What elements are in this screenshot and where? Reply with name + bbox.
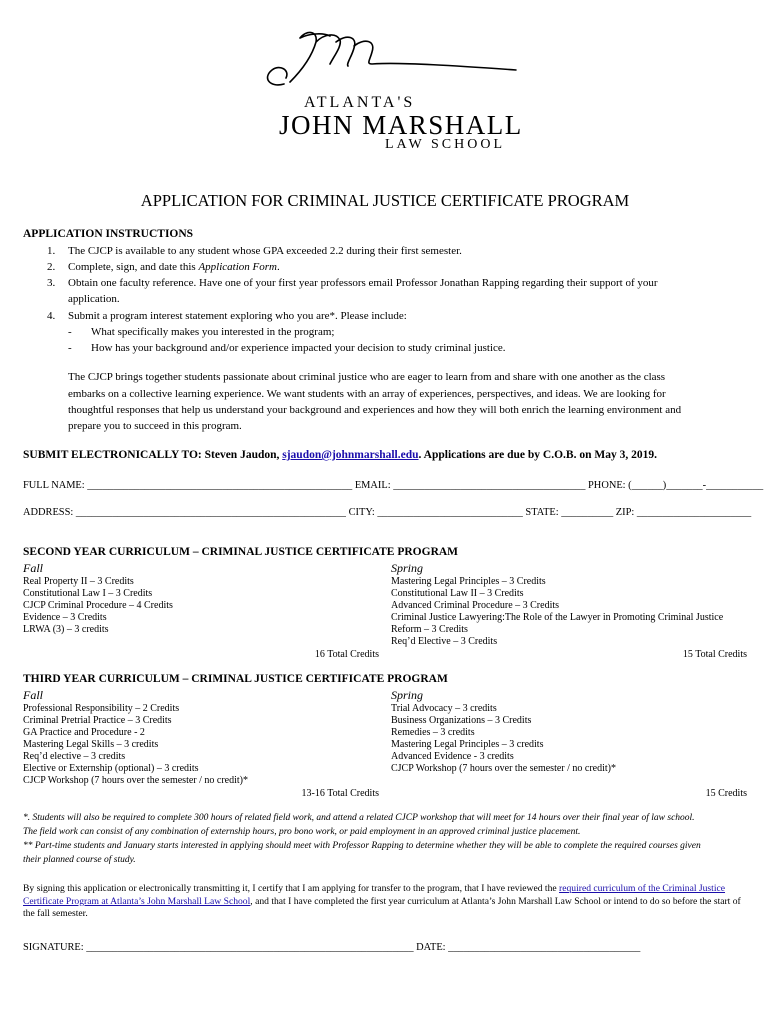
logo-line-law-school: LAW SCHOOL [385,137,506,152]
bullet-dash: - [68,342,72,354]
jm-monogram-icon [260,26,530,96]
second-year-spring-total: 15 Total Credits [682,649,747,660]
third-year-fall-course: Mastering Legal Skills – 3 credits [23,739,159,750]
item-3-text-line1: Obtain one faculty reference. Have one of your first year professors email Professor Jonathan Rapping regarding their support of your [68,277,658,289]
second-year-fall-course: LRWA (3) – 3 credits [23,624,109,635]
second-year-fall-label: Fall [23,561,43,575]
second-year-spring-course: Criminal Justice Lawyering:The Role of the Lawyer in Promoting Criminal Justice [391,612,724,623]
second-year-heading: SECOND YEAR CURRICULUM – CRIMINAL JUSTICE CERTIFICATE PROGRAM [23,546,459,558]
second-year-spring-course: Req’d Elective – 3 Credits [391,636,498,647]
second-year-fall-course: Constitutional Law I – 3 Credits [23,588,153,599]
intro-paragraph-line1: The CJCP brings together students passionate about criminal justice who are eager to learn from and share with one another as the class [68,371,666,383]
intro-paragraph-line4: prepare you to succeed in this program. [68,420,242,432]
item-3-number: 3. [47,277,56,289]
second-year-spring-course: Mastering Legal Principles – 3 Credits [391,576,546,587]
page-title: APPLICATION FOR CRIMINAL JUSTICE CERTIFICATE PROGRAM [140,191,630,210]
item-2-text: Complete, sign, and date this Application Form. [68,261,280,273]
bullet-2-text: How has your background and/or experience impacted your decision to study criminal justice. [91,342,506,354]
third-year-fall-course: GA Practice and Procedure - 2 [23,727,145,738]
third-year-heading: THIRD YEAR CURRICULUM – CRIMINAL JUSTICE CERTIFICATE PROGRAM [23,673,448,685]
third-year-fall-course: CJCP Workshop (7 hours over the semester / no credit)* [23,775,248,786]
item-1-number: 1. [47,245,56,257]
third-year-fall-course: Professional Responsibility – 2 Credits [23,703,180,714]
application-form-ref: Application Form [198,261,277,273]
item-1-text: The CJCP is available to any student whose GPA exceeded 2.2 during their first semester. [68,245,462,257]
third-year-fall-label: Fall [23,688,43,702]
note-line3: ** Part-time students and January starts interested in applying should meet with Professor Rapping to determine whether they will be able to complete the required courses given [23,841,701,851]
third-year-spring-course: Advanced Evidence - 3 credits [391,751,514,762]
item-4-text: Submit a program interest statement exploring who you are*. Please include: [68,310,407,322]
submit-email-link[interactable]: sjaudon@johnmarshall.edu [282,449,419,461]
third-year-spring-course: Trial Advocacy – 3 credits [391,703,497,714]
second-year-fall-total: 16 Total Credits [314,649,379,660]
intro-paragraph-line3: thoughtful responses that help us understand your background and experiences and how they will both enrich the learning environment and [68,404,682,416]
required-curriculum-link[interactable]: required curriculum of the Criminal Justice Certificate Program at Atlanta’s John Marshall Law School [23,883,726,907]
form-fields-name-email-phone[interactable]: FULL NAME: ___________________________________________________ EMAIL: _____________________________________ PHONE: (______)_______-___________ [23,480,764,491]
third-year-fall-course: Criminal Pretrial Practice – 3 Credits [23,715,172,726]
certification-statement: By signing this application or electronically transmitting it, I certify that I am applying for transfer to the program, that I have reviewed the required curriculum of the Criminal Justice Certificate Program at Atlanta’s John Marshall Law School, and that I have completed the first year curriculum at Atlanta’s John Marshall Law School or intend to do so before the start of the fall semester. [23,883,741,919]
item-4-number: 4. [47,310,56,322]
submit-instructions: SUBMIT ELECTRONICALLY TO: Steven Jaudon, sjaudon@johnmarshall.edu. Applications are due by C.O.B. on May 3, 2019. [23,449,657,461]
note-line2: The field work can consist of any combination of externship hours, pro bono work, or paid employment in an approved criminal justice placement. [23,827,581,837]
item-2-number: 2. [47,261,56,273]
form-fields-address[interactable]: ADDRESS: ____________________________________________________ CITY: ____________________________ STATE: __________ ZIP: ______________________ [23,507,752,518]
instructions-heading: APPLICATION INSTRUCTIONS [23,228,194,240]
third-year-spring-course: Mastering Legal Principles – 3 credits [391,739,544,750]
second-year-spring-label: Spring [391,561,424,575]
second-year-fall-course: Evidence – 3 Credits [23,612,107,623]
logo-line-atlantas: ATLANTA'S [304,94,416,111]
law-school-logo [260,26,530,156]
third-year-spring-course: Business Organizations – 3 Credits [391,715,532,726]
signature-date-line[interactable]: SIGNATURE: _______________________________________________________________ DATE: _____________________________________ [23,942,641,953]
note-line1: *. Students will also be required to complete 300 hours of related field work, and attend a related CJCP workshop that will meet for 14 hours over their final year of law school. [23,813,695,823]
bullet-1-text: What specifically makes you interested in the program; [91,326,335,338]
third-year-spring-total: 15 Credits [705,788,747,799]
second-year-spring-course: Constitutional Law II – 3 Credits [391,588,524,599]
second-year-fall-course: CJCP Criminal Procedure – 4 Credits [23,600,173,611]
logo-line-john-marshall: JOHN MARSHALL [279,110,523,140]
third-year-spring-course: CJCP Workshop (7 hours over the semester / no credit)* [391,763,616,774]
second-year-spring-course: Advanced Criminal Procedure – 3 Credits [391,600,560,611]
third-year-fall-total: 13-16 Total Credits [301,788,379,799]
note-line4: their planned course of study. [23,855,136,865]
item-3-text-line2: application. [68,293,120,305]
second-year-fall-course: Real Property II – 3 Credits [23,576,134,587]
bullet-dash: - [68,326,72,338]
intro-paragraph-line2: embarks on a collective learning experience. We want students with an array of experiences, perspectives, and ideas. We are looking for [68,388,666,400]
third-year-spring-label: Spring [391,688,424,702]
third-year-fall-course: Elective or Externship (optional) – 3 credits [23,763,199,774]
third-year-fall-course: Req’d elective – 3 credits [23,751,126,762]
third-year-spring-course: Remedies – 3 credits [391,727,475,738]
second-year-spring-course: Reform – 3 Credits [391,624,468,635]
